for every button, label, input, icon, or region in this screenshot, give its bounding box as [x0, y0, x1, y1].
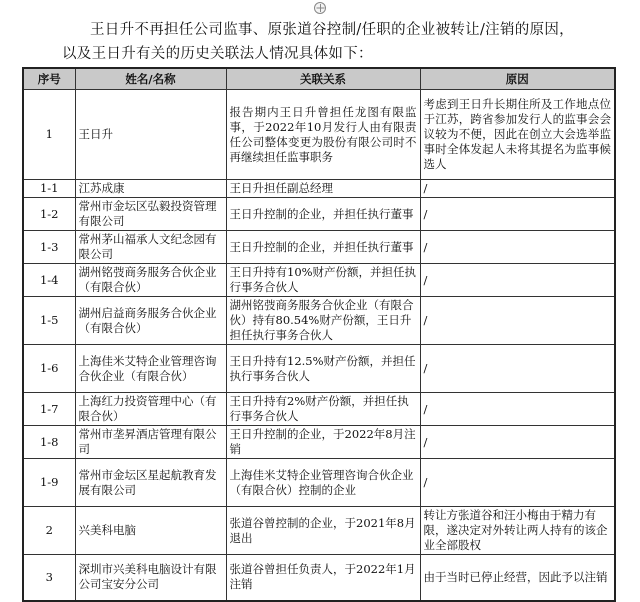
- table-row: [23, 180, 615, 198]
- row-no: 1-8: [23, 426, 75, 459]
- related-parties-table: [22, 67, 616, 602]
- row-reason: /: [420, 393, 615, 426]
- table-row: [23, 345, 615, 393]
- row-relation: 上海佳米艾特企业管理咨询合伙企业（有限合伙）控制的企业: [226, 459, 420, 507]
- row-name: 湖州启益商务服务合伙企业（有限合伙）: [75, 297, 226, 345]
- row-reason: 由于当时已停止经营，因此予以注销: [420, 555, 615, 601]
- row-name: 王日升: [75, 90, 226, 180]
- row-relation: 王日升持有10%财产份额，并担任执行事务合伙人: [226, 264, 420, 297]
- row-relation: 王日升担任副总经理: [226, 180, 420, 198]
- row-reason: /: [420, 426, 615, 459]
- row-relation: 王日升控制的企业，于2022年8月注销: [226, 426, 420, 459]
- row-no: 1-5: [23, 297, 75, 345]
- table-row: [23, 231, 615, 264]
- row-no: 2: [23, 507, 75, 555]
- row-name: 上海红力投资管理中心（有限合伙）: [75, 393, 226, 426]
- table-row: [23, 459, 615, 507]
- header-relation: 关联关系: [226, 68, 420, 90]
- row-reason: /: [420, 231, 615, 264]
- row-relation: 王日升控制的企业，并担任执行董事: [226, 231, 420, 264]
- row-reason: /: [420, 345, 615, 393]
- table-row: [23, 297, 615, 345]
- anchor-marker-icon: [314, 2, 326, 14]
- row-name: 常州市金坛区弘毅投资管理有限公司: [75, 198, 226, 231]
- row-reason: /: [420, 198, 615, 231]
- intro-line-2: 以及王日升有关的历史关联法人情况具体如下：: [62, 46, 373, 62]
- row-name: 常州茅山福承人文纪念园有限公司: [75, 231, 226, 264]
- row-name: 深圳市兴美科电脑设计有限公司宝安分公司: [75, 555, 226, 601]
- header-name: 姓名/名称: [75, 68, 226, 90]
- row-no: 1-9: [23, 459, 75, 507]
- row-relation: 报告期内王日升曾担任龙图有限监事，于2022年10月发行人由有限责任公司整体变更为股份有限公司时不再继续担任监事职务: [226, 90, 420, 180]
- table-row: [23, 555, 615, 601]
- row-relation: 张道谷曾担任负责人，于2022年1月注销: [226, 555, 420, 601]
- row-relation: 湖州铭弢商务服务合伙企业（有限合伙）持有80.54%财产份额，王日升担任执行事务合伙人: [226, 297, 420, 345]
- row-no: 1-7: [23, 393, 75, 426]
- row-no: 3: [23, 555, 75, 601]
- row-no: 1-6: [23, 345, 75, 393]
- row-name: 湖州铭弢商务服务合伙企业（有限合伙）: [75, 264, 226, 297]
- row-reason: /: [420, 459, 615, 507]
- row-no: 1-4: [23, 264, 75, 297]
- row-relation: 王日升控制的企业，并担任执行董事: [226, 198, 420, 231]
- row-reason: 转让方张道谷和汪小梅由于精力有限，遂决定对外转让两人持有的该企业全部股权: [420, 507, 615, 555]
- row-reason: 考虑到王日升长期住所及工作地点位于江苏，跨省参加发行人的监事会会议较为不便，因此在创立大会选举监事时全体发起人未将其提名为监事候选人: [420, 90, 615, 180]
- row-reason: /: [420, 264, 615, 297]
- table-header-row: [23, 68, 615, 90]
- row-name: 上海佳米艾特企业管理咨询合伙企业（有限合伙）: [75, 345, 226, 393]
- row-name: 常州市垄昇酒店管理有限公司: [75, 426, 226, 459]
- row-name: 江苏成康: [75, 180, 226, 198]
- row-relation: 张道谷曾控制的企业，于2021年8月退出: [226, 507, 420, 555]
- intro-line-1: 王日升不再担任公司监事、原张道谷控制/任职的企业被转让/注销的原因，: [90, 22, 574, 38]
- table-row: [23, 507, 615, 555]
- table-row: [23, 264, 615, 297]
- header-no: 序号: [23, 68, 75, 90]
- row-name: 常州市金坛区星起航教育发展有限公司: [75, 459, 226, 507]
- row-no: 1-3: [23, 231, 75, 264]
- table-row: [23, 198, 615, 231]
- row-name: 兴美科电脑: [75, 507, 226, 555]
- intro-paragraph: [62, 18, 622, 66]
- row-relation: 王日升持有2%财产份额，并担任执行事务合伙人: [226, 393, 420, 426]
- row-no: 1-2: [23, 198, 75, 231]
- table-row: [23, 90, 615, 180]
- row-reason: /: [420, 180, 615, 198]
- row-no: 1: [23, 90, 75, 180]
- table-row: [23, 426, 615, 459]
- row-reason: /: [420, 297, 615, 345]
- row-relation: 王日升持有12.5%财产份额，并担任执行事务合伙人: [226, 345, 420, 393]
- row-no: 1-1: [23, 180, 75, 198]
- table-row: [23, 393, 615, 426]
- header-reason: 原因: [420, 68, 615, 90]
